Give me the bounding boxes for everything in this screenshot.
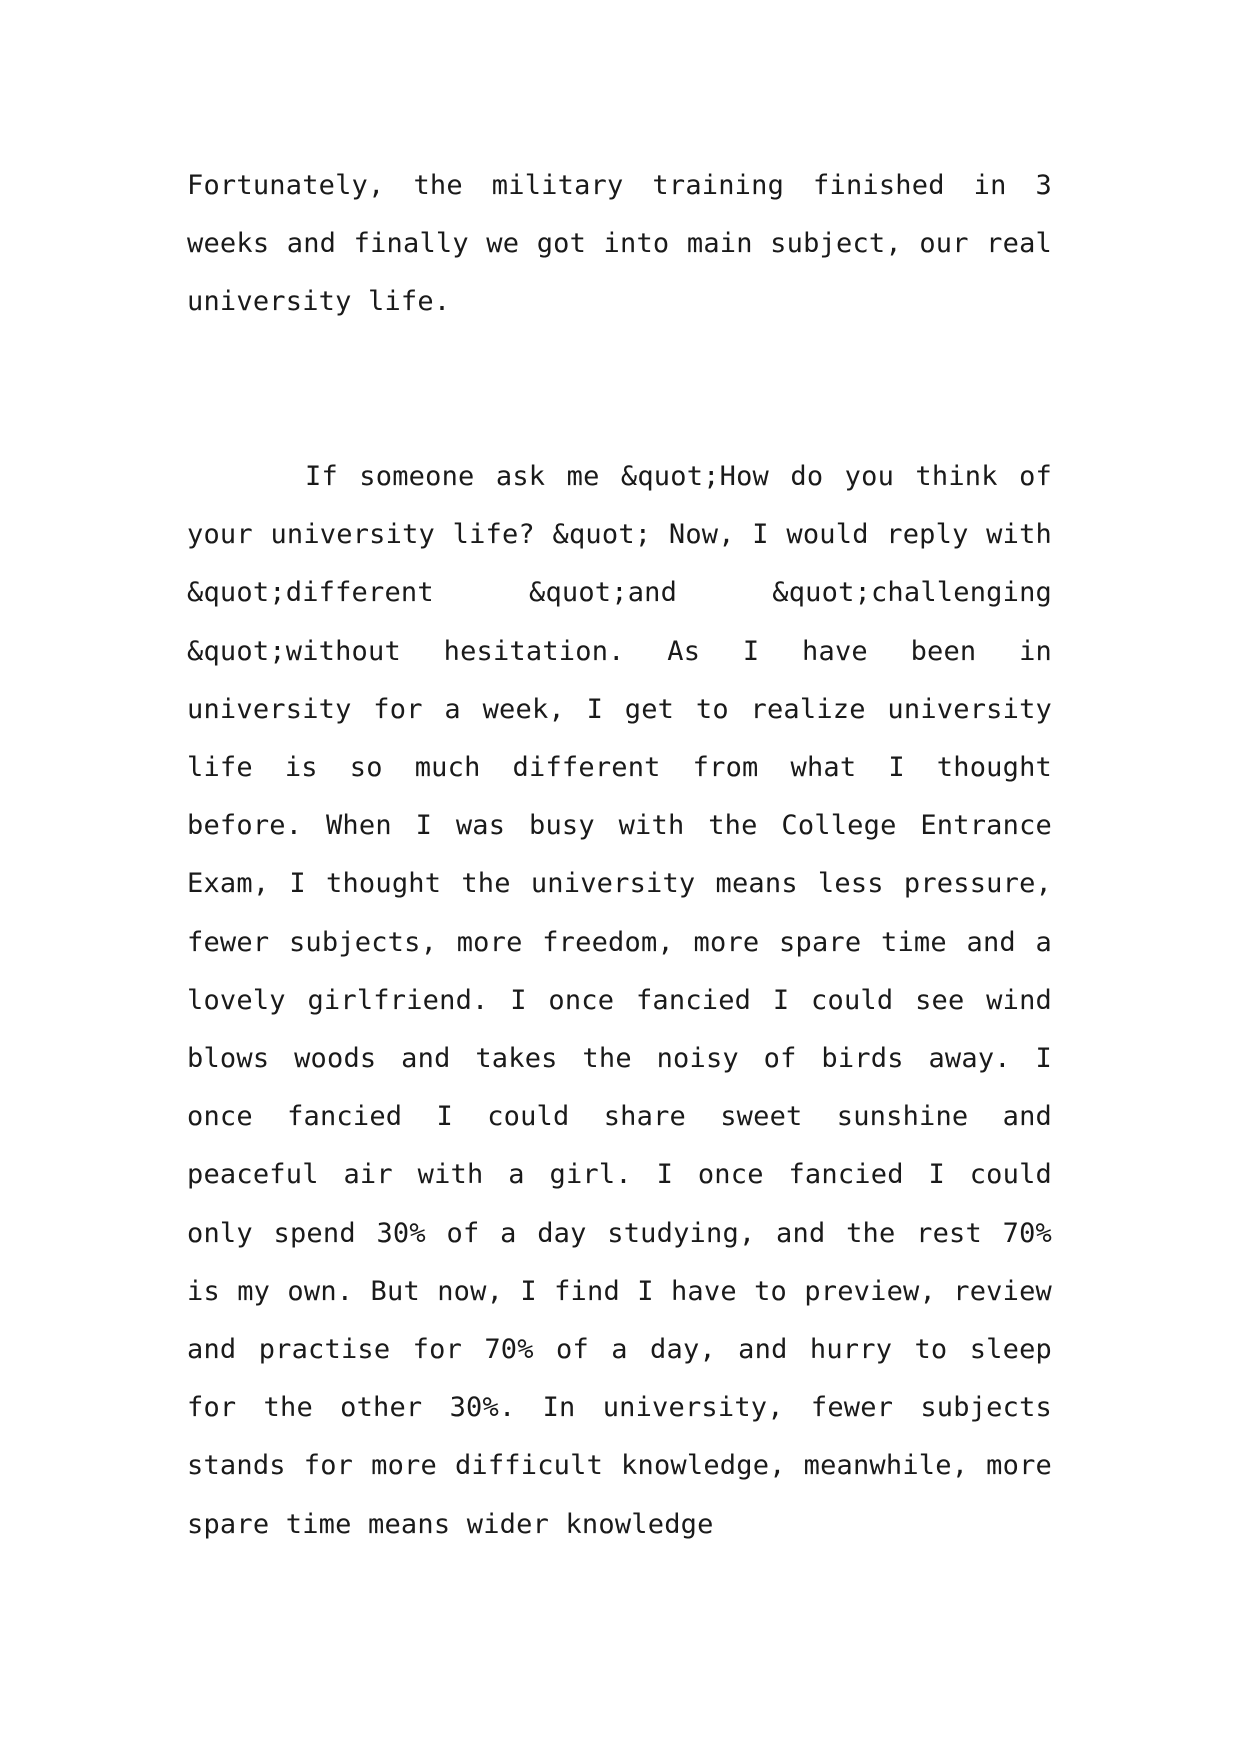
paragraph-university-life: If someone ask me &quot;How do you think of your university life? &quot; Now, I would reply with &quot;different &quot;and &quot;challenging &quot;without hesitation. As I have been in university for a week, I get to realize university life is so much different from what I thought before. When I was busy with the College Entrance Exam, I thought the university means less pressure, fewer subjects, more freedom, more spare time and a lovely girlfriend. I once fancied I could see wind blows woods and takes the noisy of birds away. I once fancied I could share sweet sunshine and peaceful air with a girl. I once fancied I could only spend 30% of a day studying, and the rest 70% is my own. But now, I find I have to preview, review and practise for 70% of a day, and hurry to sleep for the other 30%. In university, fewer subjects stands for more difficult knowledge, meanwhile, more spare time means wider knowledge bbox=[187, 461, 1052, 1540]
paragraph-military-training: Fortunately, the military training finished in 3 weeks and finally we got into main subject, our real university life. bbox=[187, 170, 1052, 318]
